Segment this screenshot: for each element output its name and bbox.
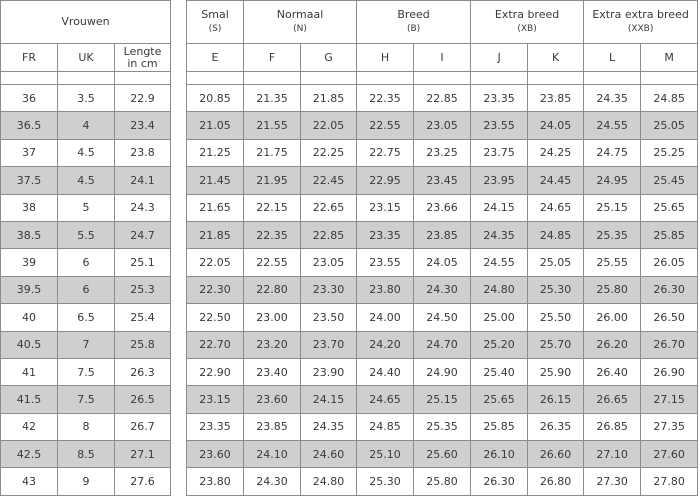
column-gap — [171, 276, 187, 303]
table-cell: 7.5 — [58, 386, 115, 413]
table-cell: 24.10 — [244, 441, 301, 468]
table-cell: 25.45 — [641, 167, 698, 194]
table-cell: 24.55 — [471, 249, 528, 276]
table-cell: 23.66 — [414, 194, 471, 221]
column-header-i: I — [414, 44, 471, 72]
table-cell: 36.5 — [1, 112, 58, 139]
table-cell: 5 — [58, 194, 115, 221]
table-cell: 23.50 — [301, 304, 357, 331]
table-row — [1, 358, 698, 385]
table-cell: 25.10 — [357, 441, 414, 468]
column-gap — [171, 441, 187, 468]
table-cell: 26.60 — [528, 441, 584, 468]
table-cell: 26.80 — [528, 468, 584, 495]
table-cell: 4.5 — [58, 139, 115, 166]
table-cell: 22.65 — [301, 194, 357, 221]
table-row — [1, 139, 698, 166]
table-row — [1, 441, 698, 468]
table-cell: 23.70 — [301, 331, 357, 358]
column-gap — [171, 331, 187, 358]
table-row — [1, 249, 698, 276]
table-row — [1, 167, 698, 194]
table-cell: 20.85 — [187, 85, 244, 112]
column-header-k: K — [528, 44, 584, 72]
table-cell: 40.5 — [1, 331, 58, 358]
table-cell: 27.80 — [641, 468, 698, 495]
table-cell: 23.00 — [244, 304, 301, 331]
column-gap — [171, 249, 187, 276]
table-cell: 37.5 — [1, 167, 58, 194]
table-cell: 42 — [1, 413, 58, 440]
table-cell: 7.5 — [58, 358, 115, 385]
table-cell: 23.40 — [244, 358, 301, 385]
table-cell: 25.40 — [471, 358, 528, 385]
column-gap — [171, 44, 187, 72]
table-cell: 22.55 — [357, 112, 414, 139]
table-row — [1, 413, 698, 440]
table-cell: 23.25 — [414, 139, 471, 166]
table-cell: 24.30 — [244, 468, 301, 495]
table-cell: 25.70 — [528, 331, 584, 358]
table-cell: 3.5 — [58, 85, 115, 112]
column-gap — [171, 221, 187, 248]
table-cell: 25.30 — [528, 276, 584, 303]
table-row — [1, 331, 698, 358]
table-cell: 38.5 — [1, 221, 58, 248]
table-cell: 26.20 — [584, 331, 641, 358]
table-cell: 25.35 — [414, 413, 471, 440]
table-cell: 7 — [58, 331, 115, 358]
column-header-l: L — [584, 44, 641, 72]
table-cell: 23.60 — [187, 441, 244, 468]
table-cell: 23.30 — [301, 276, 357, 303]
table-cell: 24.50 — [414, 304, 471, 331]
table-cell: 25.15 — [584, 194, 641, 221]
table-cell: 26.85 — [584, 413, 641, 440]
table-cell: 27.60 — [641, 441, 698, 468]
table-cell: 24.05 — [528, 112, 584, 139]
table-row — [1, 194, 698, 221]
table-cell: 24.00 — [357, 304, 414, 331]
column-gap — [171, 167, 187, 194]
table-cell: 24.40 — [357, 358, 414, 385]
table-cell: 22.35 — [244, 221, 301, 248]
table-cell: 24.90 — [414, 358, 471, 385]
table-cell: 27.30 — [584, 468, 641, 495]
table-cell: 23.55 — [357, 249, 414, 276]
table-cell: 25.90 — [528, 358, 584, 385]
table-cell: 22.95 — [357, 167, 414, 194]
group-header-row — [1, 1, 698, 44]
table-cell: 21.65 — [187, 194, 244, 221]
group-header-breed: Breed (B) — [357, 1, 471, 44]
table-cell: 21.35 — [244, 85, 301, 112]
table-cell: 25.60 — [414, 441, 471, 468]
table-cell: 6.5 — [58, 304, 115, 331]
table-cell: 25.8 — [115, 331, 171, 358]
table-row — [1, 468, 698, 495]
table-cell: 23.80 — [357, 276, 414, 303]
table-cell: 22.75 — [357, 139, 414, 166]
table-cell: 43 — [1, 468, 58, 495]
column-header-g: G — [301, 44, 357, 72]
table-row — [1, 276, 698, 303]
table-cell: 25.35 — [584, 221, 641, 248]
table-cell: 25.50 — [528, 304, 584, 331]
column-gap — [171, 139, 187, 166]
table-cell: 40 — [1, 304, 58, 331]
table-cell: 23.60 — [244, 386, 301, 413]
table-cell: 27.1 — [115, 441, 171, 468]
table-cell: 25.30 — [357, 468, 414, 495]
table-cell: 24.15 — [471, 194, 528, 221]
table-cell: 25.85 — [641, 221, 698, 248]
column-header-e: E — [187, 44, 244, 72]
column-gap — [171, 112, 187, 139]
table-cell: 23.75 — [471, 139, 528, 166]
table-cell: 4.5 — [58, 167, 115, 194]
table-cell: 23.85 — [414, 221, 471, 248]
table-cell: 26.7 — [115, 413, 171, 440]
column-gap — [171, 413, 187, 440]
table-cell: 26.05 — [641, 249, 698, 276]
table-cell: 26.65 — [584, 386, 641, 413]
table-cell: 23.35 — [187, 413, 244, 440]
table-cell: 25.65 — [471, 386, 528, 413]
table-cell: 21.85 — [301, 85, 357, 112]
table-cell: 24.15 — [301, 386, 357, 413]
table-cell: 22.85 — [301, 221, 357, 248]
table-cell: 24.25 — [528, 139, 584, 166]
table-cell: 22.25 — [301, 139, 357, 166]
table-cell: 27.10 — [584, 441, 641, 468]
table-cell: 26.30 — [641, 276, 698, 303]
table-cell: 6 — [58, 249, 115, 276]
table-cell: 23.35 — [357, 221, 414, 248]
table-cell: 26.35 — [528, 413, 584, 440]
column-gap — [171, 85, 187, 112]
table-cell: 24.35 — [301, 413, 357, 440]
table-cell: 4 — [58, 112, 115, 139]
table-cell: 25.25 — [641, 139, 698, 166]
table-cell: 25.3 — [115, 276, 171, 303]
table-cell: 22.30 — [187, 276, 244, 303]
table-cell: 22.80 — [244, 276, 301, 303]
table-cell: 23.95 — [471, 167, 528, 194]
table-cell: 26.30 — [471, 468, 528, 495]
table-row — [1, 386, 698, 413]
table-cell: 23.35 — [471, 85, 528, 112]
column-gap — [171, 194, 187, 221]
table-cell: 22.70 — [187, 331, 244, 358]
table-cell: 22.45 — [301, 167, 357, 194]
column-header-uk: UK — [58, 44, 115, 72]
table-cell: 8.5 — [58, 441, 115, 468]
table-row — [1, 85, 698, 112]
table-cell: 22.55 — [244, 249, 301, 276]
table-cell: 21.45 — [187, 167, 244, 194]
table-cell: 23.85 — [244, 413, 301, 440]
table-cell: 26.50 — [641, 304, 698, 331]
table-cell: 24.85 — [357, 413, 414, 440]
table-cell: 23.85 — [528, 85, 584, 112]
table-cell: 22.85 — [414, 85, 471, 112]
table-cell: 25.85 — [471, 413, 528, 440]
table-cell: 25.55 — [584, 249, 641, 276]
table-cell: 26.10 — [471, 441, 528, 468]
table-cell: 26.3 — [115, 358, 171, 385]
table-cell: 24.85 — [528, 221, 584, 248]
table-cell: 21.55 — [244, 112, 301, 139]
table-cell: 26.00 — [584, 304, 641, 331]
table-cell: 23.4 — [115, 112, 171, 139]
column-header-j: J — [471, 44, 528, 72]
group-header-vrouwen: Vrouwen — [1, 1, 171, 44]
table-cell: 24.20 — [357, 331, 414, 358]
table-cell: 26.90 — [641, 358, 698, 385]
table-cell: 26.70 — [641, 331, 698, 358]
table-cell: 38 — [1, 194, 58, 221]
table-cell: 25.1 — [115, 249, 171, 276]
spacer-row — [1, 72, 698, 85]
column-header-f: F — [244, 44, 301, 72]
group-header-extra-extra-breed: Extra extra breed (XXB) — [584, 1, 698, 44]
column-gap — [171, 304, 187, 331]
table-cell: 6 — [58, 276, 115, 303]
table-cell: 25.65 — [641, 194, 698, 221]
table-cell: 24.75 — [584, 139, 641, 166]
column-header-fr: FR — [1, 44, 58, 72]
table-cell: 41.5 — [1, 386, 58, 413]
table-cell: 23.15 — [357, 194, 414, 221]
table-cell: 24.7 — [115, 221, 171, 248]
table-cell: 24.65 — [528, 194, 584, 221]
table-cell: 39.5 — [1, 276, 58, 303]
table-cell: 25.15 — [414, 386, 471, 413]
column-gap — [171, 468, 187, 495]
table-cell: 22.90 — [187, 358, 244, 385]
table-cell: 24.70 — [414, 331, 471, 358]
table-cell: 24.80 — [301, 468, 357, 495]
table-cell: 8 — [58, 413, 115, 440]
table-cell: 25.80 — [584, 276, 641, 303]
table-cell: 26.5 — [115, 386, 171, 413]
table-cell: 42.5 — [1, 441, 58, 468]
table-cell: 24.80 — [471, 276, 528, 303]
table-cell: 24.05 — [414, 249, 471, 276]
table-cell: 26.40 — [584, 358, 641, 385]
column-header-m: M — [641, 44, 698, 72]
group-header-smal: Smal (S) — [187, 1, 244, 44]
table-cell: 23.05 — [301, 249, 357, 276]
table-cell: 26.15 — [528, 386, 584, 413]
table-cell: 24.95 — [584, 167, 641, 194]
column-header-lengte: Lengte in cm — [115, 44, 171, 72]
table-cell: 24.60 — [301, 441, 357, 468]
table-cell: 22.50 — [187, 304, 244, 331]
table-row — [1, 221, 698, 248]
column-gap — [171, 386, 187, 413]
table-cell: 24.35 — [584, 85, 641, 112]
column-header-h: H — [357, 44, 414, 72]
table-cell: 22.15 — [244, 194, 301, 221]
column-gap — [171, 358, 187, 385]
table-cell: 24.3 — [115, 194, 171, 221]
table-cell: 23.05 — [414, 112, 471, 139]
table-cell: 24.55 — [584, 112, 641, 139]
table-cell: 24.35 — [471, 221, 528, 248]
column-gap — [171, 1, 187, 44]
group-header-normaal: Normaal (N) — [244, 1, 357, 44]
group-header-extra-breed: Extra breed (XB) — [471, 1, 584, 44]
table-cell: 5.5 — [58, 221, 115, 248]
table-cell: 24.45 — [528, 167, 584, 194]
table-cell: 22.05 — [187, 249, 244, 276]
table-cell: 24.65 — [357, 386, 414, 413]
table-cell: 39 — [1, 249, 58, 276]
table-cell: 27.15 — [641, 386, 698, 413]
table-row — [1, 304, 698, 331]
table-cell: 22.9 — [115, 85, 171, 112]
table-cell: 23.45 — [414, 167, 471, 194]
table-cell: 37 — [1, 139, 58, 166]
table-cell: 21.85 — [187, 221, 244, 248]
table-cell: 21.75 — [244, 139, 301, 166]
table-cell: 21.05 — [187, 112, 244, 139]
table-cell: 9 — [58, 468, 115, 495]
column-header-row — [1, 44, 698, 72]
table-cell: 23.55 — [471, 112, 528, 139]
table-cell: 21.95 — [244, 167, 301, 194]
table-row — [1, 112, 698, 139]
table-cell: 23.20 — [244, 331, 301, 358]
table-cell: 25.4 — [115, 304, 171, 331]
table-cell: 24.1 — [115, 167, 171, 194]
table-cell: 25.00 — [471, 304, 528, 331]
table-cell: 23.90 — [301, 358, 357, 385]
table-cell: 25.05 — [528, 249, 584, 276]
table-cell: 23.80 — [187, 468, 244, 495]
table-cell: 36 — [1, 85, 58, 112]
table-cell: 23.8 — [115, 139, 171, 166]
table-cell: 27.6 — [115, 468, 171, 495]
table-cell: 22.35 — [357, 85, 414, 112]
table-cell: 22.05 — [301, 112, 357, 139]
table-cell: 23.15 — [187, 386, 244, 413]
table-cell: 24.85 — [641, 85, 698, 112]
table-cell: 41 — [1, 358, 58, 385]
table-cell: 21.25 — [187, 139, 244, 166]
table-cell: 24.30 — [414, 276, 471, 303]
table-cell: 27.35 — [641, 413, 698, 440]
table-cell: 25.80 — [414, 468, 471, 495]
table-cell: 25.05 — [641, 112, 698, 139]
table-cell: 25.20 — [471, 331, 528, 358]
